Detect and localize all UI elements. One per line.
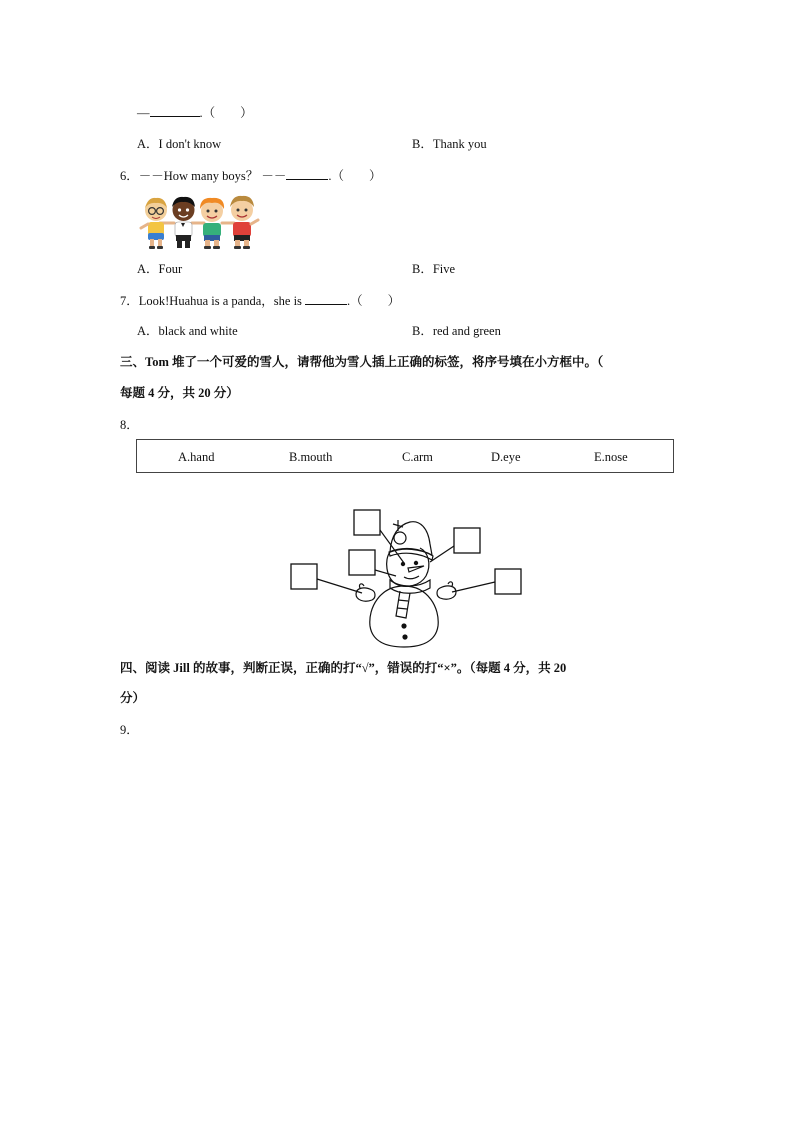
label-box-middle-left	[349, 550, 375, 575]
word-mouth: B.mouth	[289, 450, 333, 464]
snowman-nose	[408, 566, 424, 572]
word-bank-box	[136, 439, 674, 473]
q5-option-b[interactable]: B．Thank you	[412, 137, 487, 151]
word-eye: D.eye	[491, 450, 521, 464]
section-3-heading-line-1: 三、Tom 堆了一个可爱的雪人，请帮他为雪人插上正确的标签，将序号填在小方框中。（	[120, 355, 604, 369]
label-box-far-right	[495, 569, 521, 594]
snowman-diagram	[280, 500, 530, 652]
q7-blank[interactable]	[305, 292, 347, 305]
q8-number: 8．	[120, 418, 139, 432]
snowman-mouth	[404, 576, 419, 579]
q5-blank[interactable]	[150, 104, 200, 117]
snowman-right-hand	[437, 586, 456, 599]
snowman-eye-right	[414, 561, 417, 564]
q7-option-a[interactable]: A．black and white	[137, 324, 238, 338]
label-box-hat-side	[354, 510, 380, 535]
label-box-upper-right	[454, 528, 480, 553]
q6-blank[interactable]	[286, 167, 328, 180]
q6-stem: 6．－－How many boys？ －－ .（ ）	[120, 169, 382, 183]
q6-option-a[interactable]: A．Four	[137, 262, 183, 276]
q9-number: 9．	[120, 723, 139, 737]
q7-stem: 7．Look!Huahua is a panda，she is .（ ）	[120, 294, 401, 308]
q5-option-a[interactable]: A．I don't know	[137, 137, 222, 151]
section-4-heading-line-2: 分）	[120, 691, 146, 705]
label-box-far-left	[291, 564, 317, 589]
section-3-heading-line-2: 每题 4 分，共 20 分）	[120, 386, 239, 400]
hat-pompom	[394, 532, 406, 544]
four-kids-image	[138, 193, 264, 251]
q5-stem: — .（ ）	[137, 106, 253, 120]
word-arm: C.arm	[402, 450, 433, 464]
word-nose: E.nose	[594, 450, 628, 464]
q7-option-b[interactable]: B．red and green	[412, 324, 501, 338]
q6-option-b[interactable]: B．Five	[412, 262, 456, 276]
snowman-left-hand	[356, 588, 375, 601]
section-4-heading-line-1: 四、阅读 Jill 的故事，判断正误，正确的打“√”，错误的打“×”。（每题 4 分，共 20	[120, 661, 567, 675]
word-hand: A.hand	[178, 450, 215, 464]
